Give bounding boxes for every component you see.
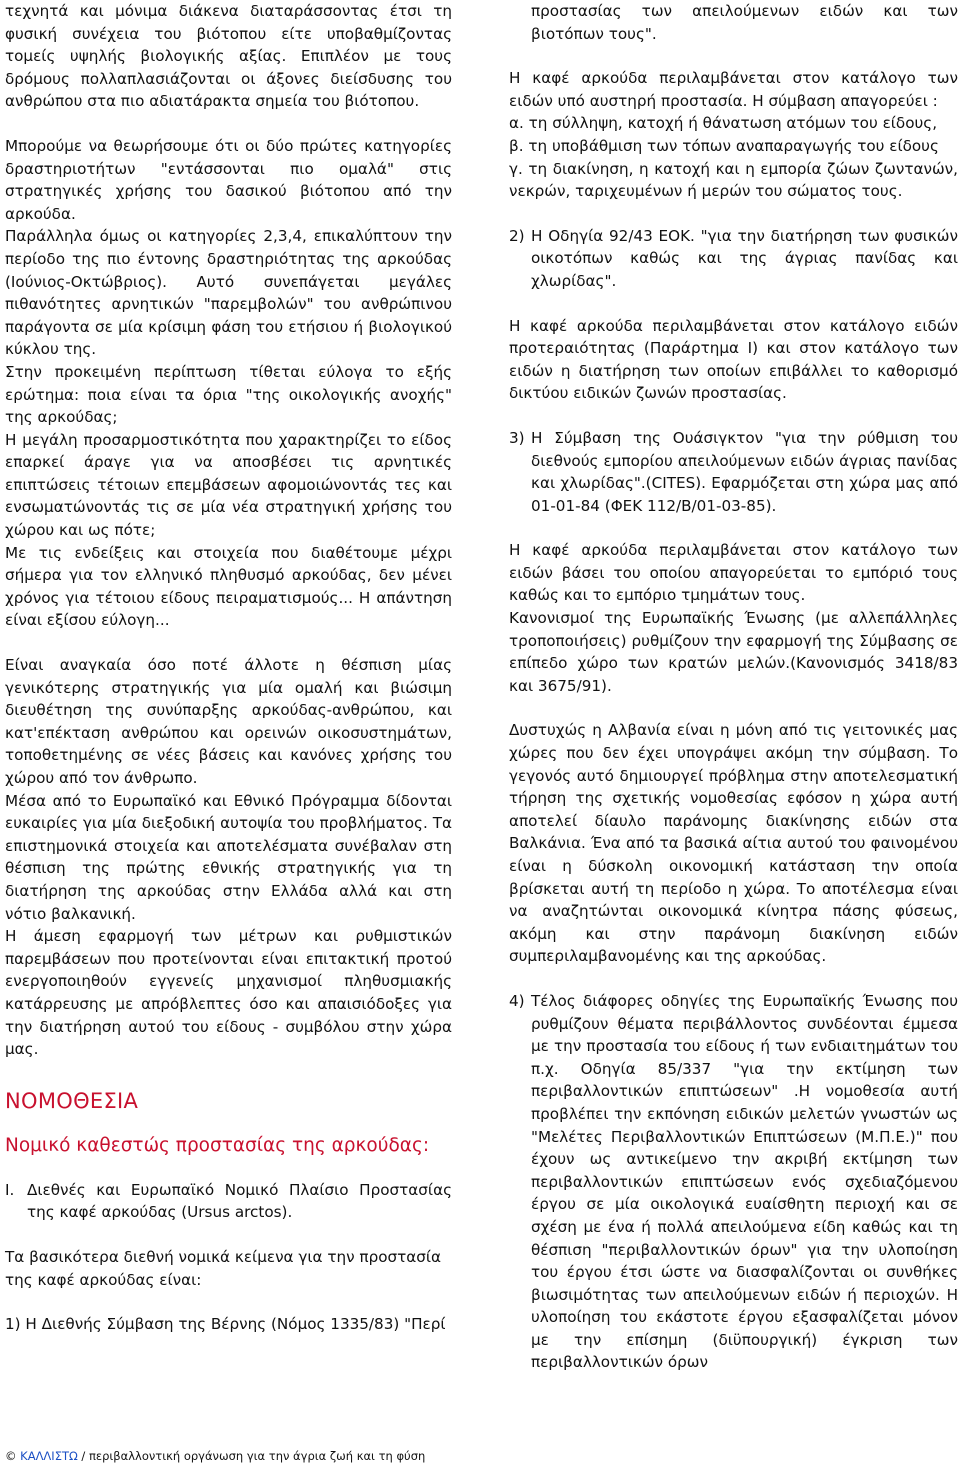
paragraph: Κανονισμοί της Ευρωπαϊκής Ένωσης (με αλλεπάλληλες τροποποιήσεις) ρυθμίζουν την εφαρμογή της Σύμβασης σε επίπεδο χώρο των κρατών μελών.(Κανονισμός 3418/83 και 3675/91). <box>509 609 958 695</box>
list-number: 3) <box>509 428 525 447</box>
list-item <box>5 1179 452 1224</box>
paragraph: 1) Η Διεθνής Σύμβαση της Βέρνης (Νόμος 1335/83) "Περί <box>5 1315 446 1334</box>
footer <box>5 1449 425 1463</box>
list-item <box>509 990 958 1374</box>
paragraph: Μέσα από το Ευρωπαϊκό και Εθνικό Πρόγραμμα δίδονται ευκαιρίες για μία διεξοδική αυτοψία του προβλήματος. Τα επιστημονικά στοιχεία και αποτελέσματα συνέβαλαν στη θέσπιση της πρώτης εθνικής στρατηγικής για τη διατήρηση της αρκούδας στην Ελλάδα αλλά και στη νότιο βαλκανική. <box>5 791 452 923</box>
paragraph: γ. τη διακίνηση, η κατοχή και η εμπορία ζώων ζωντανών, νεκρών, ταριχευμένων ή μερών του σώματος τους. <box>509 159 958 201</box>
paragraph: Στην προκειμένη περίπτωση τίθεται εύλογα το εξής ερώτημα: ποια είναι τα όρια "της οικολογικής ανοχής" της αρκούδας; <box>5 362 452 427</box>
list-number: 4) <box>509 991 525 1010</box>
list-text: Διεθνές και Ευρωπαϊκό Νομικό Πλαίσιο Προστασίας της καφέ αρκούδας (Ursus arctos). <box>27 1180 452 1222</box>
paragraph: Η καφέ αρκούδα περιλαμβάνεται στον κατάλογο των ειδών βάσει του οποίου απαγορεύεται το εμπόριό τους καθώς και το εμπόριο τμημάτων τους. <box>509 541 958 605</box>
paragraph: Είναι αναγκαία όσο ποτέ άλλοτε η θέσπιση μίας γενικότερης στρατηγικής για μία ομαλή και βιώσιμη διευθέτηση της συνύπαρξης αρκούδας-ανθρώπου, και κατ'επέκταση ανθρώπου και ορεινών οικοσυστημάτων, τοποθετημένης σε νέες βάσεις και κανόνες χρήσης του χώρου από τον άνθρωπο. <box>5 656 452 787</box>
right-column <box>509 0 958 1374</box>
paragraph: Η μεγάλη προσαρμοστικότητα που χαρακτηρίζει το είδος επαρκεί άραγε για να αποσβέσει τις αρνητικές επιπτώσεις τέτοιων επεμβάσεων αφομοιώνοντάς τες και ενσωματώνοντάς τις σε μία νέα στρατηγική χρήσης του χώρου και ως πότε; <box>5 430 452 540</box>
left-column <box>5 0 452 1336</box>
paragraph: Τα βασικότερα διεθνή νομικά κείμενα για την προστασία της καφέ αρκούδας είναι: <box>5 1247 442 1289</box>
paragraph: Με τις ενδείξεις και στοιχεία που διαθέτουμε μέχρι σήμερα για τον ελληνικό πληθυσμό αρκούδας, δεν μένει χρόνος για τέτοιου είδους πειραματισμούς... Η απάντηση είναι εξίσου εύλογη... <box>5 543 452 630</box>
section-subheading: Νομικό καθεστώς προστασίας της αρκούδας: <box>5 1134 430 1156</box>
paragraph: α. τη σύλληψη, κατοχή ή θάνατωση ατόμων του είδους, <box>509 114 938 133</box>
list-text: Η Σύμβαση της Ουάσιγκτον "για την ρύθμιση του διεθνούς εμπορίου απειλούμενων ειδών άγριας πανίδας και χλωρίδας".(CITES). Εφαρμόζεται στη χώρα μας από 01-01-84 (ΦΕΚ 112/Β/01-03-85). <box>531 428 958 515</box>
copyright-symbol: © <box>5 1449 17 1463</box>
brand-link[interactable]: ΚΑΛΛΙΣΤΩ <box>20 1449 78 1463</box>
paragraph: β. τη υποβάθμιση των τόπων αναπαραγωγής του είδους <box>509 136 939 155</box>
paragraph: Δυστυχώς η Αλβανία είναι η μόνη από τις γειτονικές μας χώρες που δεν έχει υπογράψει ακόμη την σύμβαση. Το γεγονός αυτό δημιουργεί πρόβλημα στην αποτελεσματική τήρηση της σχετικής νομοθεσίας εφόσον η χώρα αυτή αποτελεί δίαυλο παράνομης διακίνησης ειδών στα Βαλκάνια. Ένα από τα βασικά αίτια αυτού του φαινομένου είναι η δύσκολη οικονομική κατάσταση την οποία βρίσκεται αυτή τη περίοδο η χώρα. Το αποτέλεσμα είναι να αναζητώνται οικονομικά κίνητρα πάσης φύσεως, ακόμη και στην παράνομη διακίνηση ειδών συμπεριλαμβανομένης και της αρκούδας. <box>509 721 958 966</box>
list-item <box>509 427 958 517</box>
paragraph: Η καφέ αρκούδα περιλαμβάνεται στον κατάλογο ειδών προτεραιότητας (Παράρτημα Ι) και στον κατάλογο των ειδών η διατήρηση των οποίων επιβάλλει το καθορισμό δικτύου ειδικών ζωνών προστασίας. <box>509 316 958 403</box>
list-item <box>509 225 958 293</box>
list-number: I. <box>5 1180 15 1199</box>
paragraph: προστασίας των απειλούμενων ειδών και των βιοτόπων τους". <box>531 2 958 43</box>
paragraph: Η καφέ αρκούδα περιλαμβάνεται στον κατάλογο των ειδών υπό αυστηρή προστασία. Η σύμβαση απαγορεύει : <box>509 69 958 110</box>
footer-text: / περιβαλλοντική οργάνωση για την άγρια ζωή και τη φύση <box>77 1449 426 1463</box>
list-text: Τέλος διάφορες οδηγίες της Ευρωπαϊκής Ένωσης που ρυθμίζουν θέματα περιβάλλοντος συνδέονται έμμεσα με την προστασία του είδους ή των ενδιαιτημάτων του π.χ. Οδηγία 85/337 "για την εκτίμηση των περιβαλλοντικών επιπτώσεων" .Η νομοθεσία αυτή προβλέπει την εκπόνηση ειδικών μελετών γνωστών ως "Μελέτες Περιβαλλοντικών Επιπτώσεων (Μ.Π.Ε.)" που έχουν ως αντικείμενο την ακριβή εκτίμηση των περιβαλλοντικών επιπτώσεων ενός σχεδιαζόμενου έργου σε μία οικολογικά ευαίσθητη περιοχή και σε σχέση με ένα ή πολλά απειλούμενα είδη καθώς και τη θέσπιση "περιβαλλοντικών όρων" για την υλοποίηση του έργου έτσι ώστε να διασφαλίζονται οι συνθήκες βιωσιμότητας των απειλούμενων ειδών ή περιοχών. Η υλοποίηση του εκάστοτε έργου εξασφαλίζεται μόνον με την επίσημη (διϋπουργική) έγκριση των περιβαλλοντικών όρων <box>531 991 958 1372</box>
section-heading: ΝΟΜΟΘΕΣΙΑ <box>5 1088 139 1113</box>
paragraph: τεχνητά και μόνιμα διάκενα διαταράσσοντας έτσι τη φυσική συνέχεια του βιότοπου είτε υποβαθμίζοντας τομείς υψηλής βιολογικής αξίας. Επιπλέον με τους δρόμους πολλαπλασιάζονται οι άξονες διείσδυσης του ανθρώπου στα πιο αδιατάρακτα σημεία του βιότοπου. <box>5 2 452 111</box>
list-number: 2) <box>509 226 525 245</box>
paragraph: Η άμεση εφαρμογή των μέτρων και ρυθμιστικών παρεμβάσεων που προτείνονται είναι επιτακτική προτού ενεργοποιηθούν εγγενείς μηχανισμοί πληθυσμιακής κατάρρευσης με απρόβλεπτες όσο και απαισιόδοξες για την διατήρηση αυτού του είδους - συμβόλου στην χώρα μας. <box>5 927 452 1059</box>
paragraph: Παράλληλα όμως οι κατηγορίες 2,3,4, επικαλύπτουν την περίοδο της πιο έντονης δραστηριότητας της αρκούδας (Ιούνιος-Οκτώβριος). Αυτό συνεπάγεται μεγάλες πιθανότητες αρνητικών "παρεμβολών" του ανθρώπινου παράγοντα σε μία κρίσιμη φάση του ετήσιου ή βιολογικού κύκλου της. <box>5 227 452 359</box>
list-text: Η Οδηγία 92/43 ΕΟΚ. "για την διατήρηση των φυσικών οικοτόπων καθώς και της άγριας πανίδας και χλωρίδας". <box>531 226 958 290</box>
paragraph: Μπορούμε να θεωρήσουμε ότι οι δύο πρώτες κατηγορίες δραστηριοτήτων "εντάσσονται πιο ομαλά" στις στρατηγικές χρήσης του δασικού βιότοπου από την αρκούδα. <box>5 136 452 223</box>
